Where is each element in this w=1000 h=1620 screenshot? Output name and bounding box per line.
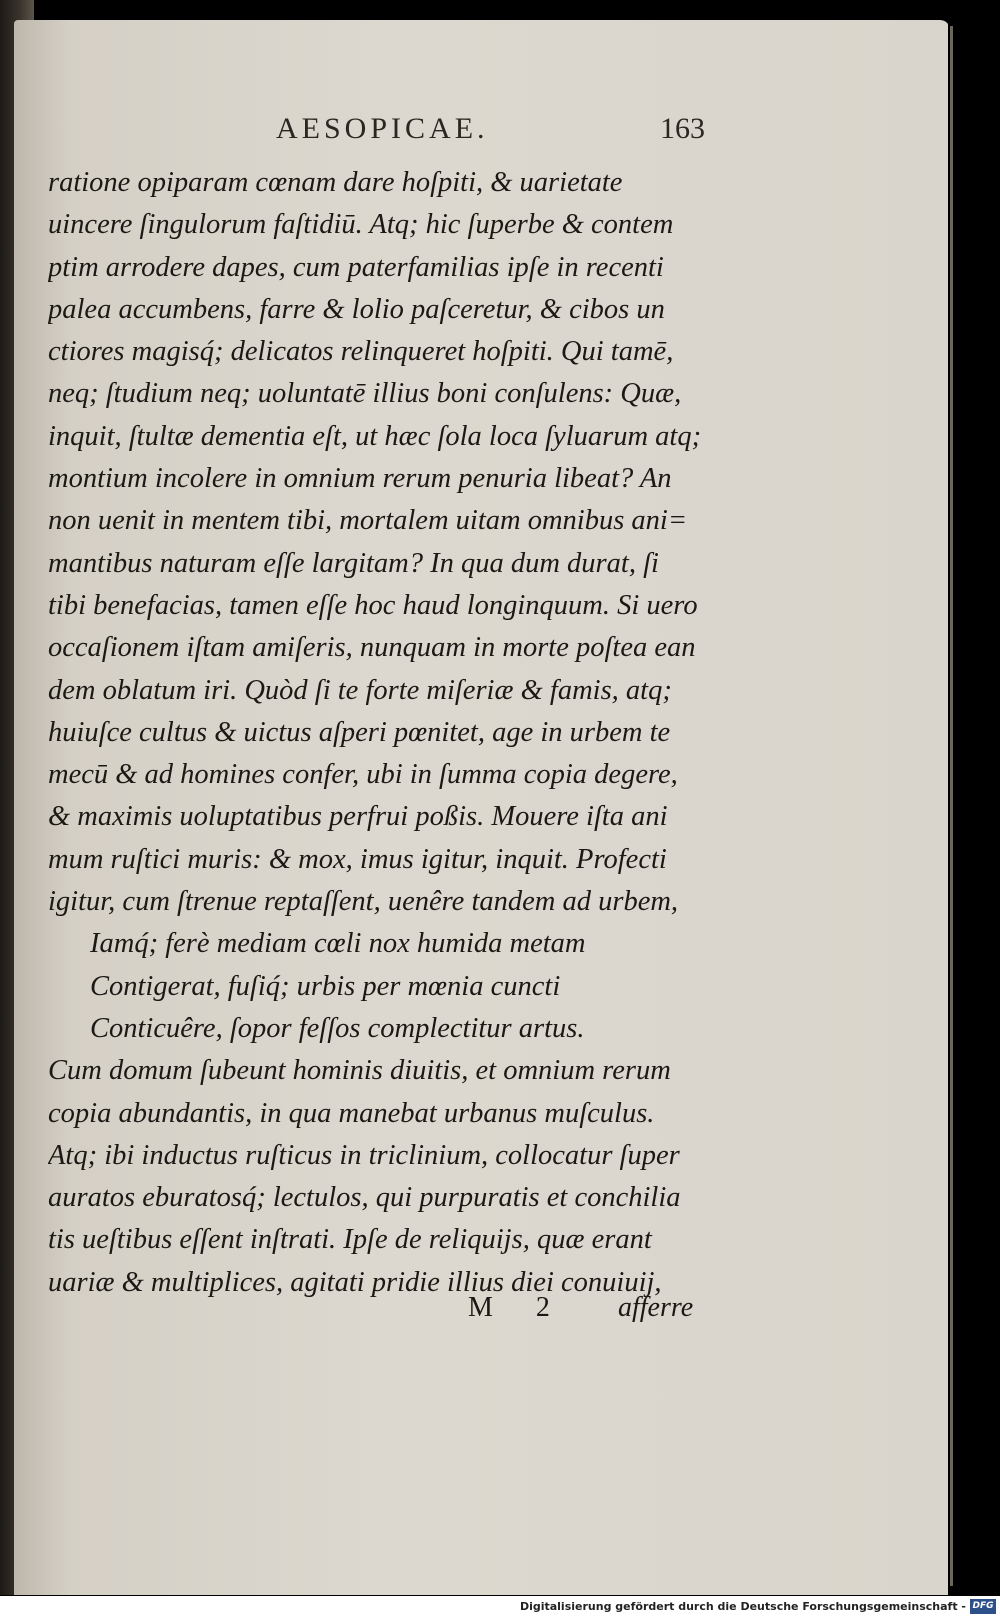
text-line: copia abundantis, in qua manebat urbanus muſculus. — [48, 1097, 655, 1129]
text-line: non uenit in mentem tibi, mortalem uitam omnibus ani= — [48, 505, 688, 537]
text-line: mecū & ad homines confer, ubi in ſumma copia degere, — [48, 759, 678, 791]
text-line: montium incolere in omnium rerum penuria libeat? An — [48, 463, 672, 495]
text-line: neq; ſtudium neq; uoluntatē illius boni conſulens: Quæ, — [48, 378, 682, 410]
page-edge-background — [948, 20, 1000, 1595]
text-line: Atq; ibi inductus ruſticus in triclinium, collocatur ſuper — [48, 1139, 680, 1171]
text-line: Cum domum ſubeunt hominis diuitis, et omnium rerum — [48, 1055, 671, 1087]
text-line: mantibus naturam eſſe largitam? In qua dum durat, ſi — [48, 547, 659, 579]
text-line: & maximis uoluptatibus perfrui poßis. Mouere iſta ani — [48, 801, 668, 833]
running-head: AESOPICAE. — [276, 112, 489, 145]
text-line: tis ueſtibus eſſent inſtrati. Ipſe de reliquijs, quæ erant — [48, 1224, 652, 1256]
catchline — [48, 1292, 728, 1332]
verse-line: Iamq́; ferè mediam cœli nox humida metam — [90, 928, 586, 960]
body-text — [48, 162, 728, 1304]
text-line: occaſionem iſtam amiſeris, nunquam in morte poſtea ean — [48, 632, 696, 664]
signature-mark: M 2 — [468, 1292, 568, 1323]
page-edge-stripe — [950, 26, 953, 1586]
digitization-credit-bar — [0, 1596, 1000, 1620]
verse-line: Conticuêre, ſopor feſſos complectitur artus. — [90, 1012, 585, 1044]
credit-text: Digitalisierung gefördert durch die Deutsche Forschungsgemeinschaft - — [519, 1600, 966, 1613]
text-line: uincere ſingulorum faſtidiū. Atq; hic ſuperbe & contem — [48, 209, 674, 241]
text-line: dem oblatum iri. Quòd ſi te forte miſeriæ & famis, atq; — [48, 674, 672, 706]
text-line: palea accumbens, farre & lolio paſceretur, & cibos un — [48, 293, 665, 325]
dfg-logo: DFG — [970, 1599, 996, 1614]
verse-line: Contigerat, fuſiq́; urbis per mœnia cuncti — [90, 970, 561, 1002]
text-line: inquit, ſtultæ dementia eſt, ut hæc ſola loca ſyluarum atq; — [48, 420, 702, 452]
text-line: ptim arrodere dapes, cum paterfamilias ipſe in recenti — [48, 251, 664, 283]
page-number: 163 — [660, 112, 705, 145]
catchword: afferre — [618, 1292, 694, 1323]
page-header — [40, 112, 740, 152]
text-line: uariæ & multiplices, agitati pridie illius diei conuiuij, — [48, 1266, 662, 1298]
text-line: ratione opiparam cœnam dare hoſpiti, & uarietate — [48, 167, 623, 198]
text-line: auratos eburatosq́; lectulos, qui purpuratis et conchilia — [48, 1182, 681, 1214]
text-line: ctiores magisq́; delicatos relinqueret hoſpiti. Qui tamē, — [48, 336, 674, 368]
text-line: huiuſce cultus & uictus aſperi pœnitet, age in urbem te — [48, 716, 671, 748]
text-line: tibi benefacias, tamen eſſe hoc haud longinquum. Si uero — [48, 589, 698, 621]
text-line: mum ruſtici muris: & mox, imus igitur, inquit. Profecti — [48, 843, 667, 875]
text-line: igitur, cum ſtrenue reptaſſent, uenêre tandem ad urbem, — [48, 886, 679, 918]
